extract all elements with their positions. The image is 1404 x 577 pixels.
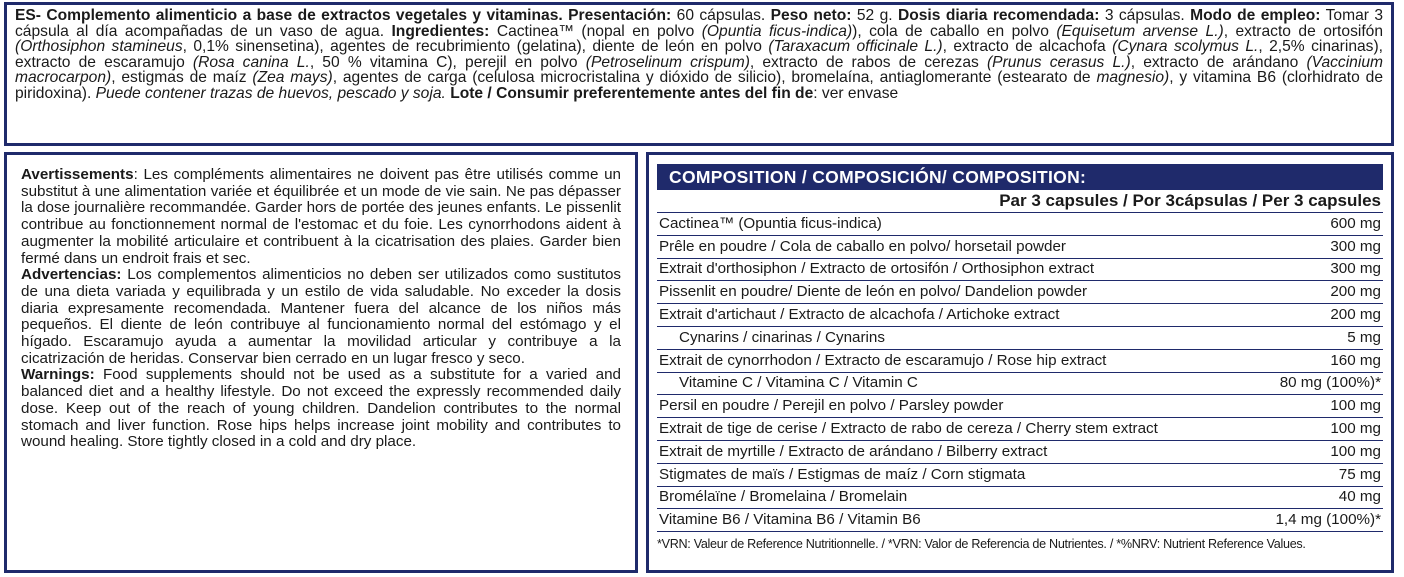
warning-english-heading: Warnings: xyxy=(21,366,95,384)
ingredient-name: Persil en poudre / Perejil en polvo / Parsley powder xyxy=(657,395,1253,418)
composition-title: COMPOSITION / COMPOSICIÓN/ COMPOSITION: xyxy=(657,164,1383,190)
ingredient-value: 160 mg xyxy=(1253,349,1383,372)
table-row xyxy=(657,440,1383,463)
ingredient-name: Prêle en poudre / Cola de caballo en polvo/ horsetail powder xyxy=(657,235,1253,258)
table-row xyxy=(657,281,1383,304)
ingredient-value: 300 mg xyxy=(1253,258,1383,281)
composition-dose-label: Par 3 capsules / Por 3cápsulas / Per 3 capsules xyxy=(657,190,1383,213)
warning-spanish-heading: Advertencias: xyxy=(21,266,122,284)
warning-spanish-text: Los complementos alimenticios no deben ser utilizados como sustitutos de una dieta variada y equilibrada y un estilo de vida saludable. No exceder la dosis diaria expresamente recomendada. Mantener fuera del alcance de los niños más pequeños. El diente de león contribuye al funcionamiento normal del estómago y el hígado. Escaramujo ayuda a aumentar la movilidad articular y contribuye a la cicatrización de heridas. Conservar bien cerrado en un lugar fresco y seco. xyxy=(21,266,621,367)
spanish-label-box xyxy=(4,2,1394,146)
ingredient-name: Cynarins / cinarinas / Cynarins xyxy=(657,326,1253,349)
ingredient-value: 300 mg xyxy=(1253,235,1383,258)
ingredient-value: 200 mg xyxy=(1253,304,1383,327)
table-row xyxy=(657,326,1383,349)
warning-french xyxy=(21,167,621,267)
ingredient-name: Extrait d'orthosiphon / Extracto de ortosifón / Orthosiphon extract xyxy=(657,258,1253,281)
table-row xyxy=(657,463,1383,486)
ingredient-value: 40 mg xyxy=(1253,486,1383,509)
table-row xyxy=(657,213,1383,236)
ingredient-name: Extrait de myrtille / Extracto de arándano / Bilberry extract xyxy=(657,440,1253,463)
table-row xyxy=(657,395,1383,418)
ingredient-value: 5 mg xyxy=(1253,326,1383,349)
warnings-box xyxy=(4,152,638,573)
table-row xyxy=(657,418,1383,441)
table-row xyxy=(657,235,1383,258)
ingredient-value: 1,4 mg (100%)* xyxy=(1253,509,1383,532)
ingredient-name: Extrait d'artichaut / Extracto de alcachofa / Artichoke extract xyxy=(657,304,1253,327)
warning-spanish xyxy=(21,267,621,367)
composition-footnote: *VRN: Valeur de Reference Nutritionnelle. / *VRN: Valor de Referencia de Nutrientes. / *%NRV: Nutrient Reference Values. xyxy=(657,537,1306,552)
spanish-label-text: ES- Complemento alimenticio a base de extractos vegetales y vitaminas. Presentación: 60 cápsulas. Peso neto: 52 g. Dosis diaria recomendada: 3 cápsulas. Modo de empleo: Tomar 3 cápsula al día acompañadas de un vaso de agua. Ingredientes: Cactinea™ (nopal en polvo (Opuntia ficus-indica)), cola de caballo en polvo (Equisetum arvense L.), extracto de ortosifón (Orthosiphon stamineus, 0,1% sinensetina), agentes de recubrimiento (gelatina), diente de león en polvo (Taraxacum officinale L.), extracto de alcachofa (Cynara scolymus L., 2,5% cinarinas), extracto de escaramujo (Rosa canina L., 50 % vitamina C), perejil en polvo (Petroselinum crispum), extracto de rabos de cerezas (Prunus cerasus L.), extracto de arándano (Vaccinium macrocarpon), estigmas de maíz (Zea mays), agentes de carga (celulosa microcristalina y dióxido de silicio), bromelaína, antiaglomerante (estearato de magnesio), y vitamina B6 (clorhidrato de piridoxina). Puede contener trazas de huevos, pescado y soja. Lote / Consumir preferentemente antes del fin de: ver envase xyxy=(15,7,1384,102)
table-row xyxy=(657,258,1383,281)
warning-english-text: Food supplements should not be used as a substitute for a varied and balanced diet and a healthy lifestyle. Do not exceed the expressly recommended daily dose. Keep out of the reach of young children. Dandelion contributes to the normal stomach and liver function. Rose hips helps increase joint mobility and contributes to wound healing. Store tightly closed in a cold and dry place. xyxy=(21,366,621,451)
warning-french-text: : Les compléments alimentaires ne doivent pas être utilisés comme un substitut à une alimentation variée et équilibrée et un mode de vie sain. Ne pas dépasser la dose journalière recommandée. Garder hors de portée des jeunes enfants. Le pissenlit contribue au fonctionnement normal de l'estomac et du foie. Les cynorrhodons aident à augmenter la mobilité articulaire et contribuent à la cicatrisation des plaies. Garder bien fermé dans un endroit frais et sec. xyxy=(21,166,621,267)
ingredient-name: Bromélaïne / Bromelaina / Bromelain xyxy=(657,486,1253,509)
ingredient-name: Pissenlit en poudre/ Diente de león en polvo/ Dandelion powder xyxy=(657,281,1253,304)
warning-french-heading: Avertissements xyxy=(21,166,134,183)
ingredient-value: 600 mg xyxy=(1253,213,1383,236)
composition-dose-row xyxy=(657,190,1383,213)
warning-english xyxy=(21,367,621,451)
ingredient-name: Extrait de tige de cerise / Extracto de rabo de cereza / Cherry stem extract xyxy=(657,418,1253,441)
ingredient-name: Vitamine B6 / Vitamina B6 / Vitamin B6 xyxy=(657,509,1253,532)
ingredient-value: 80 mg (100%)* xyxy=(1253,372,1383,395)
table-row xyxy=(657,304,1383,327)
table-row xyxy=(657,372,1383,395)
ingredient-value: 100 mg xyxy=(1253,440,1383,463)
ingredient-value: 75 mg xyxy=(1253,463,1383,486)
ingredient-value: 100 mg xyxy=(1253,395,1383,418)
ingredient-name: Stigmates de maïs / Estigmas de maíz / Corn stigmata xyxy=(657,463,1253,486)
composition-table xyxy=(657,190,1383,532)
table-row xyxy=(657,509,1383,532)
table-row xyxy=(657,349,1383,372)
ingredient-value: 200 mg xyxy=(1253,281,1383,304)
composition-box xyxy=(646,152,1394,573)
ingredient-value: 100 mg xyxy=(1253,418,1383,441)
ingredient-name: Vitamine C / Vitamina C / Vitamin C xyxy=(657,372,1253,395)
table-row xyxy=(657,486,1383,509)
ingredient-name: Extrait de cynorrhodon / Extracto de escaramujo / Rose hip extract xyxy=(657,349,1253,372)
ingredient-name: Cactinea™ (Opuntia ficus-indica) xyxy=(657,213,1253,236)
